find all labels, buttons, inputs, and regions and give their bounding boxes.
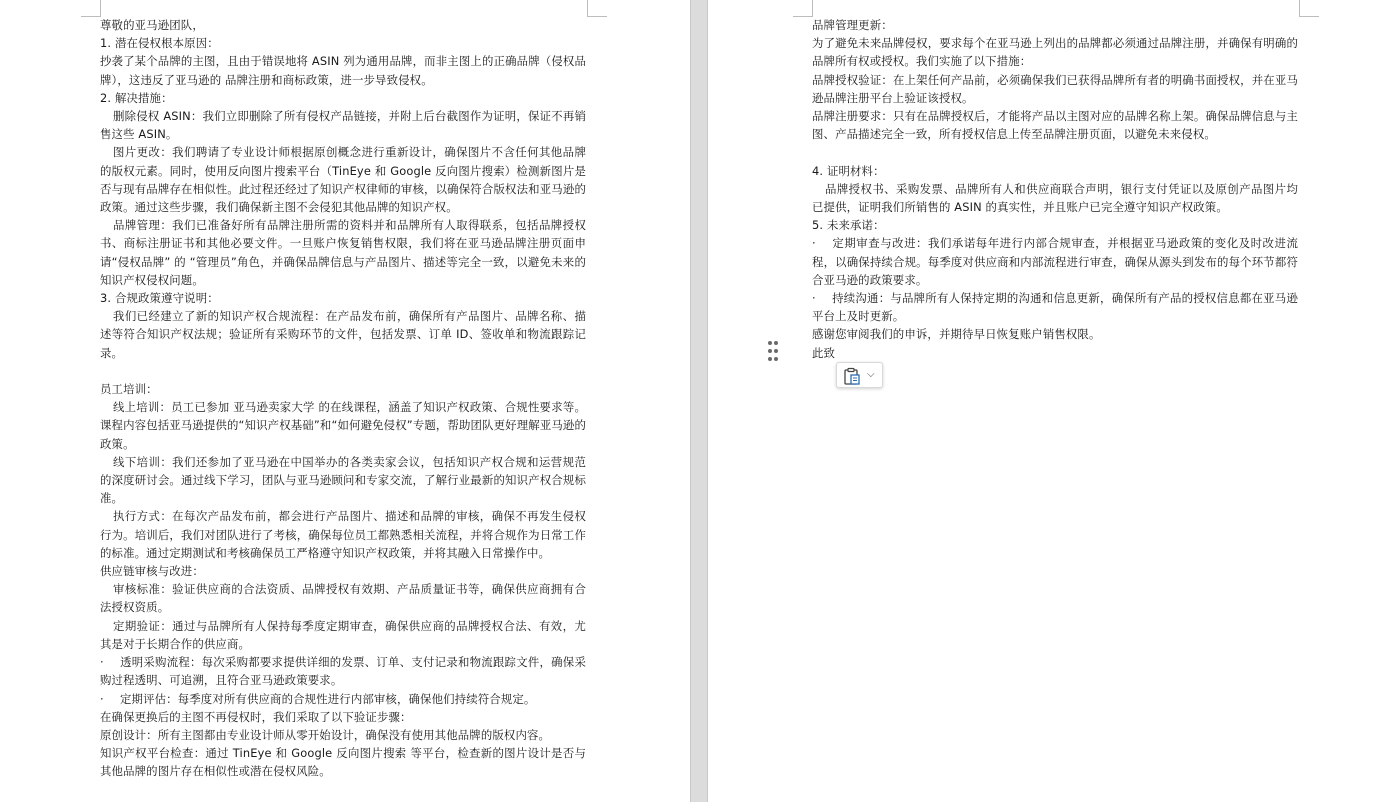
page-body-text[interactable]: [812, 16, 1298, 362]
bullet-text: 透明采购流程：每次采购都要求提供详细的发票、订单、支付记录和物流跟踪文件，确保采购过程透明、可追溯，且符合亚马逊政策要求。: [100, 655, 586, 688]
bullet-text: 持续沟通：与品牌所有人保持定期的沟通和信息更新，确保所有产品的授权信息都在亚马逊平台上及时更新。: [812, 291, 1298, 324]
clipboard-icon: [843, 367, 861, 385]
bullet-marker: ·: [812, 291, 816, 306]
paragraph: 供应链审核与改进：: [100, 564, 204, 579]
paragraph: 删除侵权 ASIN：我们立即删除了所有侵权产品链接，并附上后台截图作为证明，保证不再销售这些 ASIN。: [100, 109, 586, 142]
paragraph: 尊敬的亚马逊团队，: [100, 18, 204, 32]
margin-corner-mark: [587, 0, 607, 17]
paragraph: 品牌注册要求：只有在品牌授权后，才能将产品以主图对应的品牌名称上架。确保品牌信息与主图、产品描述完全一致，所有授权信息上传至品牌注册页面，以避免未来侵权。: [812, 109, 1298, 142]
bullet-marker: ·: [100, 655, 104, 670]
paragraph: 抄袭了某个品牌的主图，且由于错误地将 ASIN 列为通用品牌，而非主图上的正确品牌（侵权品牌），这违反了亚马逊的 品牌注册和商标政策，进一步导致侵权。: [100, 54, 586, 87]
bullet-paragraph: [812, 234, 1298, 289]
document-page-left: [0, 0, 690, 802]
paragraph: 品牌授权验证：在上架任何产品前，必须确保我们已获得品牌所有者的明确书面授权，并在亚马逊品牌注册平台上验证该授权。: [812, 72, 1298, 105]
paragraph: 图片更改：我们聘请了专业设计师根据原创概念进行重新设计，确保图片不含任何其他品牌的版权元素。同时，使用反向图片搜索平台（TinEye 和 Google 反向图片搜索）检测新图片是否与现有品牌存在相似性。此过程还经过了知识产权律师的审核，以确保符合版权法和亚马逊的政策。通过这些步骤，我们确保新主图不会侵犯其他品牌的知识产权。: [100, 145, 586, 215]
bullet-marker: ·: [100, 691, 104, 706]
paragraph: 在确保更换后的主图不再侵权时，我们采取了以下验证步骤：: [100, 709, 412, 724]
bullet-marker: ·: [812, 236, 816, 251]
margin-corner-mark: [1299, 0, 1319, 17]
paragraph: 我们已经建立了新的知识产权合规流程：在产品发布前，确保所有产品图片、品牌名称、描述等符合知识产权法规；验证所有采购环节的文件，包括发票、订单 ID、签收单和物流跟踪记录。: [100, 309, 586, 360]
bullet-text: 定期评估：每季度对所有供应商的合规性进行内部审核，确保他们持续符合规定。: [120, 691, 536, 706]
paragraph: 此致: [812, 345, 836, 360]
document-page-right: [708, 0, 1390, 802]
paragraph: 品牌管理更新：: [812, 18, 893, 32]
page-gutter: [690, 0, 708, 802]
paragraph: 定期验证：通过与品牌所有人保持每季度定期审查，确保供应商的品牌授权合法、有效，尤其是对于长期合作的供应商。: [100, 618, 586, 651]
paragraph: 品牌授权书、采购发票、品牌所有人和供应商联合声明，银行支付凭证以及原创产品图片均已提供，证明我们所销售的 ASIN 的真实性，并且账户已完全遵守知识产权政策。: [812, 181, 1298, 215]
bullet-text: 定期审查与改进：我们承诺每年进行内部合规审查，并根据亚马逊政策的变化及时改进流程，以确保持续合规。每季度对供应商和内部流程进行审查，确保从源头到发布的每个环节都符合亚马逊的政策要求。: [812, 236, 1298, 287]
paragraph: 感谢您审阅我们的申诉，并期待早日恢复账户销售权限。: [812, 327, 1101, 342]
page-body-text[interactable]: [100, 16, 586, 781]
blank-line: [812, 143, 1298, 161]
paragraph: 品牌管理：我们已准备好所有品牌注册所需的资料并和品牌所有人取得联系，包括品牌授权书、商标注册证书和其他必要文件。一旦账户恢复销售权限，我们将在亚马逊品牌注册页面申请“侵权品牌” 的 “管理员”角色，并确保品牌信息与产品图片、描述等完全一致，以避免未来的知识产权侵权问题。: [100, 218, 586, 287]
bullet-paragraph: [100, 653, 586, 689]
margin-corner-mark: [793, 0, 813, 17]
paragraph: 1. 潜在侵权根本原因：: [100, 36, 219, 51]
paragraph: 线上培训：员工已参加 亚马逊卖家大学 的在线课程，涵盖了知识产权政策、合规性要求等。课程内容包括亚马逊提供的“知识产权基础”和“如何避免侵权”专题，帮助团队更好理解亚马逊的政策。: [100, 400, 586, 451]
blank-line: [100, 362, 586, 380]
paragraph: 2. 解决措施：: [100, 90, 173, 105]
drag-handle-icon[interactable]: [768, 341, 778, 363]
paragraph: 3. 合规政策遵守说明：: [100, 291, 219, 306]
paragraph: 原创设计：所有主图都由专业设计师从零开始设计，确保没有使用其他品牌的版权内容。: [100, 727, 551, 742]
paragraph: 4. 证明材料：: [812, 163, 885, 178]
paste-options-button[interactable]: [836, 362, 883, 388]
paragraph: 为了避免未来品牌侵权，要求每个在亚马逊上列出的品牌都必须通过品牌注册，并确保有明确的品牌所有权或授权。我们实施了以下措施：: [812, 36, 1298, 69]
margin-corner-mark: [81, 0, 101, 17]
bullet-paragraph: [100, 690, 586, 708]
bullet-paragraph: [812, 289, 1298, 325]
chevron-down-icon: ⌵: [867, 369, 875, 380]
paragraph: 线下培训：我们还参加了亚马逊在中国举办的各类卖家会议，包括知识产权合规和运营规范的深度研讨会。通过线下学习，团队与亚马逊顾问和专家交流，了解行业最新的知识产权合规标准。: [100, 454, 586, 506]
paragraph: 执行方式：在每次产品发布前，都会进行产品图片、描述和品牌的审核，确保不再发生侵权行为。培训后，我们对团队进行了考核，确保每位员工都熟悉相关流程，并将合规作为日常工作的标准。通过定期测试和考核确保员工严格遵守知识产权政策，并将其融入日常操作中。: [100, 509, 586, 560]
paragraph: 员工培训：: [100, 382, 158, 397]
paragraph: 5. 未来承诺：: [812, 218, 885, 233]
paragraph: 审核标准：验证供应商的合法资质、品牌授权有效期、产品质量证书等，确保供应商拥有合法授权资质。: [100, 582, 586, 615]
paragraph: 知识产权平台检查：通过 TinEye 和 Google 反向图片搜索 等平台，检查新的图片设计是否与其他品牌的图片存在相似性或潜在侵权风险。: [100, 746, 586, 779]
